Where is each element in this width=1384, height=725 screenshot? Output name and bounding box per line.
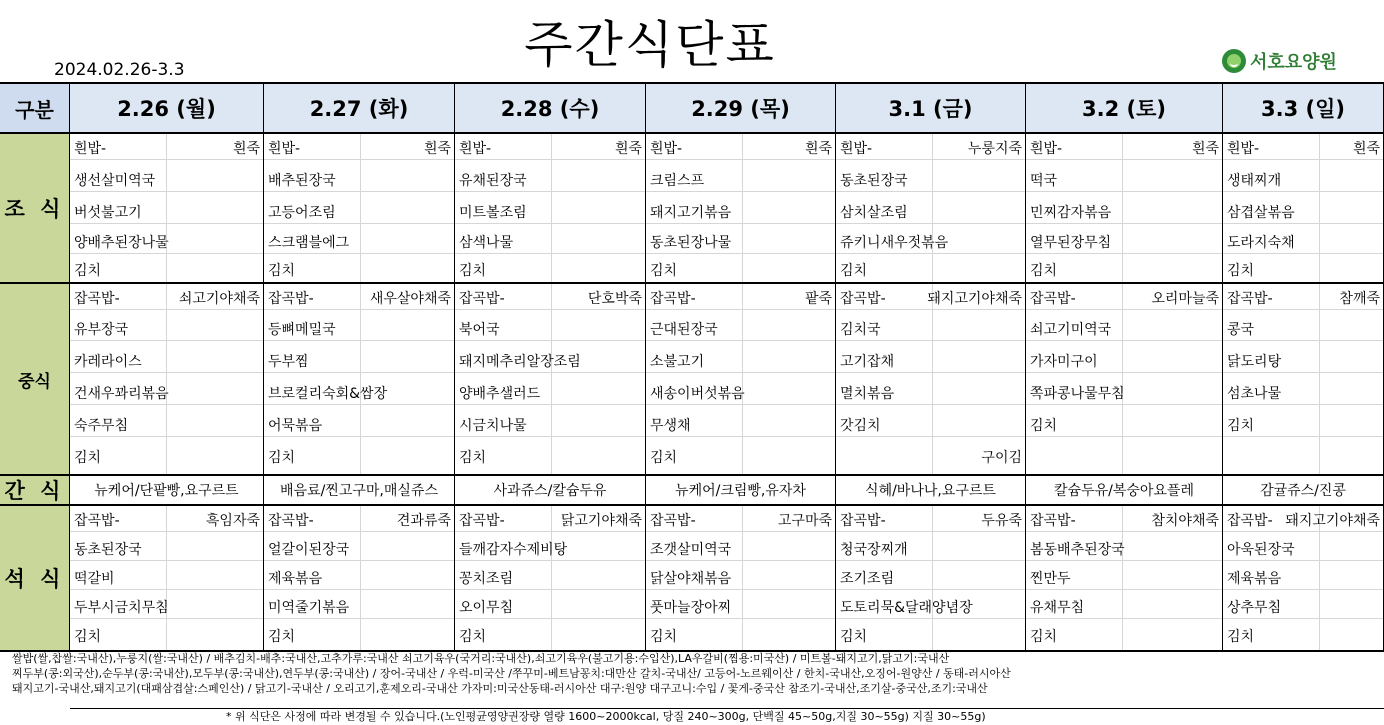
menu-line [70, 597, 263, 619]
menu-line [836, 232, 1025, 254]
menu-line [1026, 447, 1222, 469]
side-dish-item: 구이김 [981, 450, 1022, 466]
dish-item: 새송이버섯볶음 [650, 386, 745, 402]
menu-line [264, 138, 454, 160]
dish-item: 시금치나물 [459, 418, 527, 434]
page-title: 주간식단표 [524, 16, 776, 74]
menu-line [646, 510, 835, 532]
dish-item: 유부장국 [74, 322, 129, 338]
dish-item: 무생채 [650, 418, 691, 434]
menu-line [646, 447, 835, 469]
dish-item: 김치 [840, 263, 868, 279]
dish-item: 김치 [840, 629, 868, 645]
nutrition-footer: * 위 식단은 사정에 따라 변경될 수 있습니다.(노인평균영양권장량 열량 1600~2000kcal, 당질 240~300g, 단백질 45~50g,지질 30~55g) 지질 30~55g) [70, 708, 1384, 725]
menu-line [455, 626, 645, 648]
dinner-cell [646, 506, 836, 652]
menu-line [1223, 597, 1383, 619]
dish-item: 제육볶음 [1227, 571, 1282, 587]
dish-item: 김치 [74, 263, 102, 279]
day-header: 2.27 (화) [264, 84, 455, 134]
rice-item: 흰밥- [459, 141, 492, 157]
dish-item: 김치 [459, 263, 487, 279]
menu-line [1026, 288, 1222, 310]
dish-item: 쇠고기미역국 [1030, 322, 1112, 338]
lunch-cell [646, 284, 836, 476]
menu-line [836, 597, 1025, 619]
dinner-cell [1026, 506, 1223, 652]
menu-line [70, 170, 263, 192]
dish-item: 쥬키니새우젓볶음 [840, 235, 949, 251]
rice-item: 잡곡밥- [459, 291, 505, 307]
dish-item: 아욱된장국 [1227, 542, 1295, 558]
menu-line [1026, 138, 1222, 160]
menu-line [646, 568, 835, 590]
menu-line [1026, 597, 1222, 619]
porridge-item: 흰죽 [1191, 141, 1219, 157]
dish-item: 숙주무침 [74, 418, 129, 434]
menu-line [836, 260, 1025, 282]
day-header: 2.26 (월) [70, 84, 264, 134]
dish-item: 양배추된장나물 [74, 235, 169, 251]
porridge-item: 돼지고기야채죽 [1285, 513, 1380, 529]
porridge-item: 새우살야채죽 [369, 291, 451, 307]
menu-line [1026, 202, 1222, 224]
menu-line [455, 202, 645, 224]
dish-item: 도라지숙채 [1227, 235, 1295, 251]
porridge-item: 흰죽 [614, 141, 642, 157]
dish-item: 등뼈메밀국 [268, 322, 336, 338]
rice-item: 잡곡밥- [74, 291, 120, 307]
menu-line [1026, 415, 1222, 437]
dish-item: 얼갈이된장국 [268, 542, 350, 558]
rice-item: 잡곡밥- [1227, 513, 1273, 529]
dish-item: 쪽파콩나물무침 [1030, 386, 1125, 402]
menu-line [264, 170, 454, 192]
date-range: 2024.02.26-3.3 [54, 60, 185, 80]
dish-item: 풋마늘장아찌 [650, 600, 732, 616]
menu-line [1223, 288, 1383, 310]
row-label-dinner: 석 식 [0, 506, 70, 652]
dish-item: 소불고기 [650, 354, 705, 370]
menu-line [1026, 568, 1222, 590]
day-header: 2.29 (목) [646, 84, 836, 134]
menu-line [264, 510, 454, 532]
dish-item: 떡갈비 [74, 571, 115, 587]
menu-line [264, 539, 454, 561]
dish-item: 동초된장국 [74, 542, 142, 558]
menu-line [1223, 202, 1383, 224]
menu-line [70, 383, 263, 405]
rice-item: 잡곡밥- [840, 291, 886, 307]
dish-item: 도토리묵&달래양념장 [840, 600, 973, 616]
dish-item: 김치 [1030, 263, 1058, 279]
menu-line [70, 260, 263, 282]
menu-line [646, 626, 835, 648]
menu-line [70, 568, 263, 590]
rice-item: 잡곡밥- [1030, 291, 1076, 307]
menu-line [264, 232, 454, 254]
menu-line [455, 597, 645, 619]
dish-item: 김치 [1227, 418, 1255, 434]
origin-note-3: 돼지고기-국내산,돼지고기(대패삼겹살:스페인산) / 닭고기-국내산 / 오리고기,훈제오리-국내산 가자미:미국산동태-러시아산 대구:원양 대구고니:수입 / 꽃게-중국산 참조기-국내산,조기살-중국산,조기:국내산 [12, 682, 988, 695]
origin-note-1: 쌀밥(쌀,찹쌀:국내산),누룽지(쌀:국내산) / 배추김치-배추:국내산,고추가루:국내산 쇠고기육우(국거리:국내산),쇠고기육우(불고기용:수입산),LA우갈비(찜용:미국산) / 미트볼-돼지고기,닭고기:국내산 [12, 652, 950, 665]
porridge-item: 돼지고기야채죽 [927, 291, 1022, 307]
day-header: 3.1 (금) [836, 84, 1026, 134]
porridge-item: 닭고기야채죽 [560, 513, 642, 529]
day-header: 3.3 (일) [1223, 84, 1384, 134]
menu-line [646, 539, 835, 561]
menu-line [836, 288, 1025, 310]
breakfast-cell [1026, 134, 1223, 284]
dish-item: 멸치볶음 [840, 386, 895, 402]
menu-line [646, 415, 835, 437]
dish-item: 오이무침 [459, 600, 514, 616]
dish-item: 고등어조림 [268, 205, 336, 221]
day-header: 2.28 (수) [455, 84, 646, 134]
rice-item: 잡곡밥- [459, 513, 505, 529]
porridge-item: 팥죽 [804, 291, 832, 307]
menu-line [1223, 510, 1383, 532]
dinner-cell [70, 506, 264, 652]
menu-line [646, 319, 835, 341]
menu-line [264, 568, 454, 590]
rice-item: 잡곡밥- [268, 291, 314, 307]
menu-line [1223, 415, 1383, 437]
snack-cell: 사과쥬스/칼슘두유 [455, 476, 646, 506]
dish-item: 북어국 [459, 322, 500, 338]
breakfast-cell [1223, 134, 1384, 284]
menu-line [455, 170, 645, 192]
menu-line [646, 138, 835, 160]
dinner-cell [1223, 506, 1384, 652]
menu-line [836, 138, 1025, 160]
porridge-item: 흑임자죽 [205, 513, 260, 529]
menu-line [70, 232, 263, 254]
menu-line [646, 383, 835, 405]
dish-item: 동초된장나물 [650, 235, 732, 251]
menu-line [836, 351, 1025, 373]
rice-item: 흰밥- [1227, 141, 1260, 157]
row-label-snack: 간 식 [0, 476, 70, 506]
dish-item: 미역줄기볶음 [268, 600, 350, 616]
menu-line [836, 626, 1025, 648]
dish-item: 찐만두 [1030, 571, 1071, 587]
smile-logo-icon [1222, 49, 1246, 73]
dish-item: 동초된장국 [840, 173, 908, 189]
dish-item: 김치 [650, 450, 678, 466]
dish-item: 김치 [650, 263, 678, 279]
dish-item: 유채된장국 [459, 173, 527, 189]
dish-item: 조갯살미역국 [650, 542, 732, 558]
menu-line [264, 288, 454, 310]
menu-line [264, 415, 454, 437]
dinner-cell [264, 506, 455, 652]
dish-item: 버섯불고기 [74, 205, 142, 221]
menu-line [646, 260, 835, 282]
menu-line [1026, 260, 1222, 282]
day-header: 3.2 (토) [1026, 84, 1223, 134]
rice-item: 잡곡밥- [650, 291, 696, 307]
row-label-breakfast: 조 식 [0, 134, 70, 284]
rice-item: 잡곡밥- [74, 513, 120, 529]
rice-item: 잡곡밥- [268, 513, 314, 529]
menu-line [455, 260, 645, 282]
menu-line [1223, 170, 1383, 192]
porridge-item: 오리마늘죽 [1151, 291, 1219, 307]
menu-line [1223, 260, 1383, 282]
dish-item: 삼치살조림 [840, 205, 908, 221]
dish-item: 김치 [1227, 263, 1255, 279]
menu-line [1026, 232, 1222, 254]
menu-line [836, 202, 1025, 224]
lunch-cell [1026, 284, 1223, 476]
menu-line [836, 510, 1025, 532]
dish-item: 김치 [459, 629, 487, 645]
dish-item: 콩국 [1227, 322, 1255, 338]
porridge-item: 흰죽 [1352, 141, 1380, 157]
dish-item: 근대된장국 [650, 322, 718, 338]
rice-item: 흰밥- [650, 141, 683, 157]
porridge-item: 누룽지죽 [967, 141, 1022, 157]
menu-line [455, 568, 645, 590]
porridge-item: 고구마죽 [777, 513, 832, 529]
rice-item: 잡곡밥- [1030, 513, 1076, 529]
dish-item: 닭살야채볶음 [650, 571, 732, 587]
dish-item: 꽁치조림 [459, 571, 514, 587]
menu-line [70, 288, 263, 310]
dish-item: 유채무침 [1030, 600, 1085, 616]
menu-line [646, 232, 835, 254]
dish-item: 스크램블에그 [268, 235, 350, 251]
menu-line [1223, 351, 1383, 373]
rice-item: 흰밥- [840, 141, 873, 157]
menu-line [836, 170, 1025, 192]
menu-line [1026, 626, 1222, 648]
dish-item: 두부시금치무침 [74, 600, 169, 616]
menu-line [1026, 319, 1222, 341]
rice-item: 흰밥- [268, 141, 301, 157]
snack-cell: 감귤쥬스/진콩 [1223, 476, 1384, 506]
dish-item: 삼색나물 [459, 235, 514, 251]
dish-item: 들깨감자수제비탕 [459, 542, 568, 558]
menu-line [1026, 539, 1222, 561]
menu-line [455, 232, 645, 254]
menu-line [264, 383, 454, 405]
facility-logo [1222, 48, 1337, 74]
lunch-cell [264, 284, 455, 476]
dish-item: 김치 [1030, 629, 1058, 645]
dish-item: 봄동배추된장국 [1030, 542, 1125, 558]
lunch-cell [836, 284, 1026, 476]
porridge-item: 참치야채죽 [1151, 513, 1219, 529]
menu-line [1026, 510, 1222, 532]
dish-item: 섬초나물 [1227, 386, 1282, 402]
dish-item: 김치 [1030, 418, 1058, 434]
porridge-item: 쇠고기야채죽 [178, 291, 260, 307]
dish-item: 조기조림 [840, 571, 895, 587]
menu-line [1223, 232, 1383, 254]
menu-line [646, 170, 835, 192]
rice-item: 잡곡밥- [1227, 291, 1273, 307]
menu-line [70, 510, 263, 532]
menu-line [70, 447, 263, 469]
row-label-lunch: 중식 [0, 284, 70, 476]
menu-line [455, 415, 645, 437]
dish-item: 갓김치 [840, 418, 881, 434]
dish-item: 김치 [268, 450, 296, 466]
dish-item: 돼지메추리알장조림 [459, 354, 581, 370]
menu-line [264, 260, 454, 282]
dish-item: 브로컬리숙회&쌈장 [268, 386, 388, 402]
menu-line [455, 288, 645, 310]
dish-item: 생태찌개 [1227, 173, 1282, 189]
lunch-cell [455, 284, 646, 476]
dish-item: 크림스프 [650, 173, 705, 189]
dish-item: 삼겹살볶음 [1227, 205, 1295, 221]
porridge-item: 흰죽 [804, 141, 832, 157]
menu-line [455, 510, 645, 532]
menu-line [70, 351, 263, 373]
origin-note-2: 찌두부(콩:외국산),순두부(콩:국내산),모두부(콩:국내산),연두부(콩:국내산) / 장어-국내산 / 우럭-미국산 /쭈꾸미-베트남꽁치:대만산 갈치-국내산/ 고등어-노르웨이산 / 한치-국내산,오징어-원양산 / 동태-러시아산 [12, 667, 1011, 680]
dish-item: 김치국 [840, 322, 881, 338]
menu-line [836, 539, 1025, 561]
porridge-item: 흰죽 [232, 141, 260, 157]
porridge-item: 참깨죽 [1339, 291, 1380, 307]
dish-item: 고기잡채 [840, 354, 895, 370]
breakfast-cell [70, 134, 264, 284]
dish-item: 김치 [650, 629, 678, 645]
menu-line [1026, 351, 1222, 373]
menu-line [1223, 626, 1383, 648]
menu-line [646, 202, 835, 224]
menu-line [264, 626, 454, 648]
menu-line [646, 597, 835, 619]
lunch-cell [1223, 284, 1384, 476]
menu-line [264, 597, 454, 619]
menu-line [70, 202, 263, 224]
dish-item: 열무된장무침 [1030, 235, 1112, 251]
dish-item: 두부찜 [268, 354, 309, 370]
menu-line [70, 319, 263, 341]
menu-line [264, 319, 454, 341]
menu-line [1223, 319, 1383, 341]
menu-line [264, 447, 454, 469]
menu-line [455, 319, 645, 341]
snack-cell: 칼슘두유/복숭아요플레 [1026, 476, 1223, 506]
rice-item: 흰밥- [74, 141, 107, 157]
breakfast-cell [455, 134, 646, 284]
rice-item: 잡곡밥- [840, 513, 886, 529]
dish-item: 어묵볶음 [268, 418, 323, 434]
menu-line [1223, 568, 1383, 590]
menu-line [70, 415, 263, 437]
menu-line [836, 415, 1025, 437]
dinner-cell [836, 506, 1026, 652]
lunch-cell [70, 284, 264, 476]
porridge-item: 견과류죽 [396, 513, 451, 529]
dish-item: 상추무침 [1227, 600, 1282, 616]
dish-item: 김치 [268, 629, 296, 645]
breakfast-cell [836, 134, 1026, 284]
menu-line [264, 202, 454, 224]
snack-cell: 배음료/찐고구마,매실쥬스 [264, 476, 455, 506]
menu-line [836, 383, 1025, 405]
menu-line [836, 447, 1025, 469]
dish-item: 김치 [1227, 629, 1255, 645]
dish-item: 제육볶음 [268, 571, 323, 587]
menu-line [1223, 138, 1383, 160]
menu-line [1026, 170, 1222, 192]
dish-item: 돼지고기볶음 [650, 205, 732, 221]
menu-line [1223, 447, 1383, 469]
breakfast-cell [264, 134, 455, 284]
menu-line [70, 626, 263, 648]
gubun-header: 구분 [0, 84, 70, 134]
menu-line [455, 383, 645, 405]
dish-item: 카레라이스 [74, 354, 142, 370]
dish-item: 민찌감자볶음 [1030, 205, 1112, 221]
porridge-item: 흰죽 [423, 141, 451, 157]
dish-item: 생선살미역국 [74, 173, 156, 189]
menu-line [646, 288, 835, 310]
snack-cell: 식혜/바나나,요구르트 [836, 476, 1026, 506]
menu-line [70, 539, 263, 561]
dish-item: 양배추샐러드 [459, 386, 541, 402]
snack-cell: 뉴케어/단팥빵,요구르트 [70, 476, 264, 506]
dish-item: 가자미구이 [1030, 354, 1098, 370]
dish-item: 떡국 [1030, 173, 1058, 189]
rice-item: 흰밥- [1030, 141, 1063, 157]
porridge-item: 단호박죽 [587, 291, 642, 307]
dinner-cell [455, 506, 646, 652]
dish-item: 김치 [74, 450, 102, 466]
menu-line [1223, 539, 1383, 561]
menu-line [1026, 383, 1222, 405]
porridge-item: 두유죽 [981, 513, 1022, 529]
menu-line [836, 568, 1025, 590]
menu-line [455, 539, 645, 561]
menu-line [646, 351, 835, 373]
snack-cell: 뉴케어/크림빵,유자차 [646, 476, 836, 506]
menu-line [70, 138, 263, 160]
dish-item: 닭도리탕 [1227, 354, 1282, 370]
menu-line [264, 351, 454, 373]
dish-item: 김치 [459, 450, 487, 466]
menu-line [455, 138, 645, 160]
menu-line [1223, 383, 1383, 405]
logo-text: 서호요양원 [1250, 52, 1337, 73]
dish-item: 건새우꽈리볶음 [74, 386, 169, 402]
dish-item: 김치 [74, 629, 102, 645]
breakfast-cell [646, 134, 836, 284]
dish-item: 청국장찌개 [840, 542, 908, 558]
dish-item: 김치 [268, 263, 296, 279]
menu-line [455, 447, 645, 469]
rice-item: 잡곡밥- [650, 513, 696, 529]
dish-item: 배추된장국 [268, 173, 336, 189]
menu-line [455, 351, 645, 373]
menu-line [836, 319, 1025, 341]
dish-item: 미트볼조림 [459, 205, 527, 221]
